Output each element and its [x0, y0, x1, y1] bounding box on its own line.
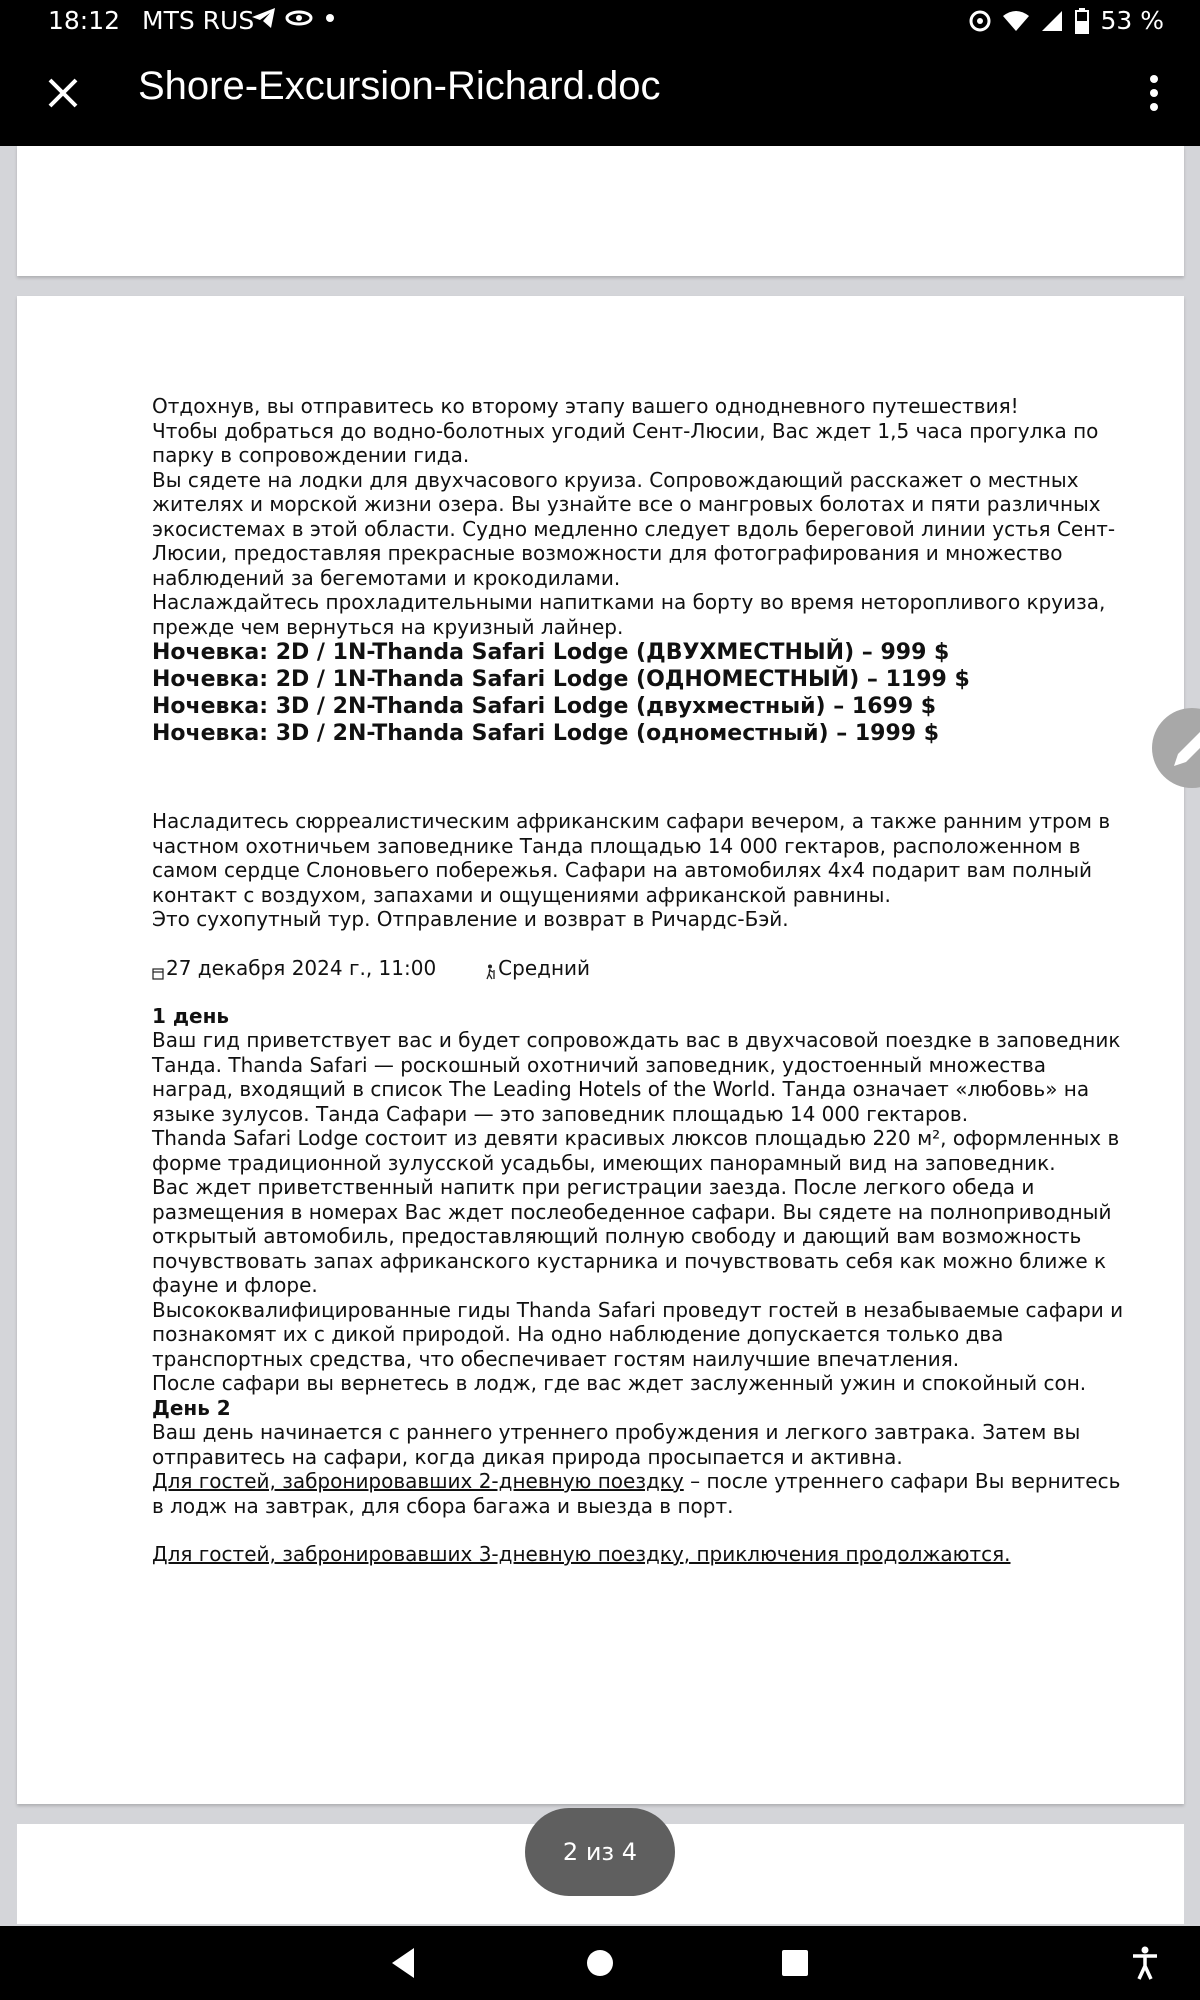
eye-icon — [285, 6, 313, 30]
day1-paragraph: Thanda Safari Lodge состоит из девяти красивых люксов площадью 220 м², оформленных в форме традиционной зулусской усадьбы, имеющих панорамный вид на заповедник. — [152, 1126, 1120, 1175]
sync-icon — [968, 9, 992, 33]
day1-paragraph: Высококвалифицированные гиды Thanda Safari проведут гостей в незабываемые сафари и познакомят их с дикой природой. На одно наблюдение допускается только два транспортных средства, что обеспечивает гостям наилучшие впечатления. — [152, 1297, 1124, 1371]
pencil-icon — [1152, 708, 1200, 788]
two-day-label: Для гостей, забронировавших 2-дневную поездку — [152, 1469, 684, 1493]
day1-paragraph: Ваш гид приветствует вас и будет сопровождать вас в двухчасовой поездке в заповедник Танда. Thanda Safari — роскошный охотничий заповедник, удостоенный множества наград, входящий в список The Leading Hotels of the World. Танда означает «любовь» на языке зулусов. Танда Сафари — это заповедник площадью 14 000 гектаров. — [152, 1028, 1121, 1126]
navigation-bar — [0, 1926, 1200, 2000]
price-line: Ночевка: 3D / 2N-Thanda Safari Lodge (одноместный) – 1999 $ — [152, 721, 940, 746]
edit-button[interactable] — [1152, 708, 1200, 788]
back-icon[interactable] — [388, 1946, 418, 1980]
tour-date-text: 27 декабря 2024 г., 11:00 — [166, 955, 437, 980]
battery-icon — [1074, 8, 1090, 34]
document-title: Shore-Excursion-Richard.doc — [138, 64, 661, 108]
dot-icon — [320, 6, 340, 30]
home-icon[interactable] — [585, 1946, 615, 1980]
app-bar — [0, 42, 1200, 146]
intro-line: Отдохнув, вы отправитесь ко второму этапу вашего однодневного путешествия! — [152, 394, 1019, 418]
recents-icon[interactable] — [780, 1946, 810, 1980]
day1-heading: 1 день — [152, 1003, 230, 1028]
close-icon[interactable] — [40, 70, 86, 116]
previous-page[interactable] — [17, 146, 1184, 276]
day2-heading: День 2 — [152, 1395, 231, 1420]
price-line: Ночевка: 2D / 1N-Thanda Safari Lodge (ДВУХМЕСТНЫЙ) – 999 $ — [152, 640, 950, 665]
battery-percent: 53 % — [1100, 6, 1164, 35]
day1-paragraph: После сафари вы вернетесь в лодж, где вас ждет заслуженный ужин и спокойный сон. — [152, 1371, 1087, 1395]
spacer — [152, 932, 1132, 956]
day2-text: Ваш день начинается с раннего утреннего пробуждения и легкого завтрака. Затем вы отправитесь на сафари, когда дикая природа просыпается и активна. — [152, 1420, 1081, 1469]
status-bar — [0, 0, 1200, 42]
tour-difficulty — [484, 956, 590, 981]
intro-line: Наслаждайтесь прохладительными напитками на борту во время неторопливого круиза, прежде чем вернуться на круизный лайнер. — [152, 590, 1106, 639]
telegram-icon — [250, 6, 278, 30]
tour-meta — [152, 956, 1132, 1004]
intro-line: Чтобы добраться до водно-болотных угодий Сент-Люсии, Вас ждет 1,5 часа прогулка по парку в сопровождении гида. — [152, 418, 1099, 467]
page-content — [152, 394, 1132, 1567]
hiker-icon — [484, 964, 496, 980]
intro-line: Вы сядете на лодки для двухчасового круиза. Сопровождающий расскажет о местных жителях и морской жизни озера. Вы узнайте все о мангровых болотах и пяти различных экосистемах в этой области. Судно медленно следует вдоль береговой линии устья Сент-Люсии, предоставляя прекрасные возможности для фотографирования и множество наблюдений за бегемотами и крокодилами. — [152, 467, 1116, 590]
accessibility-icon[interactable] — [1130, 1946, 1160, 1980]
status-time: 18:12 — [48, 6, 121, 35]
notification-icons — [250, 6, 340, 36]
spacer — [152, 785, 1132, 809]
spacer — [152, 1518, 1132, 1542]
status-carrier: MTS RUS — [142, 6, 255, 35]
price-line: Ночевка: 3D / 2N-Thanda Safari Lodge (двухместный) – 1699 $ — [152, 694, 937, 719]
safari-intro: Насладитесь сюрреалистическим африканским сафари вечером, а также ранним утром в частном охотничьем заповеднике Танда площадью 14 000 гектаров, расположенном в самом сердце Слоновьего побережья. Сафари на автомобилях 4x4 подарит вам полный контакт с воздухом, запахами и ощущениями африканской равнины. — [152, 809, 1111, 907]
spacer — [152, 747, 1132, 785]
price-line: Ночевка: 2D / 1N-Thanda Safari Lodge (ОДНОМЕСТНЫЙ) – 1199 $ — [152, 667, 970, 692]
wifi-icon — [1002, 9, 1030, 33]
three-day-label: Для гостей, забронировавших 3-дневную поездку, приключения продолжаются. — [152, 1542, 1011, 1566]
two-day-rest: – после утреннего сафари Вы вернитесь в лодж на завтрак, для сбора багажа и выезда в порт. — [152, 1469, 1121, 1518]
day1-paragraph: Вас ждет приветственный напитк при регистрации заезда. После легкого обеда и размещения в номерах Вас ждет послеобеденное сафари. Вы сядете на полноприводный открытый автомобиль, предоставляющий полную свободу и дающий вам возможность почувствовать запах африканского кустарника и почувствовать себя как можно ближе к фауне и флоре. — [152, 1175, 1112, 1297]
document-page[interactable] — [17, 296, 1184, 1804]
tour-difficulty-text: Средний — [498, 955, 591, 980]
signal-icon — [1040, 9, 1064, 33]
tour-date — [152, 956, 436, 981]
more-options-icon[interactable] — [1136, 70, 1172, 116]
page-indicator: 2 из 4 — [525, 1808, 675, 1896]
calendar-icon — [152, 966, 164, 980]
land-tour: Это сухопутный тур. Отправление и возврат в Ричардс-Бэй. — [152, 907, 789, 931]
two-day-paragraph — [152, 1469, 1132, 1518]
status-right — [968, 6, 1164, 35]
